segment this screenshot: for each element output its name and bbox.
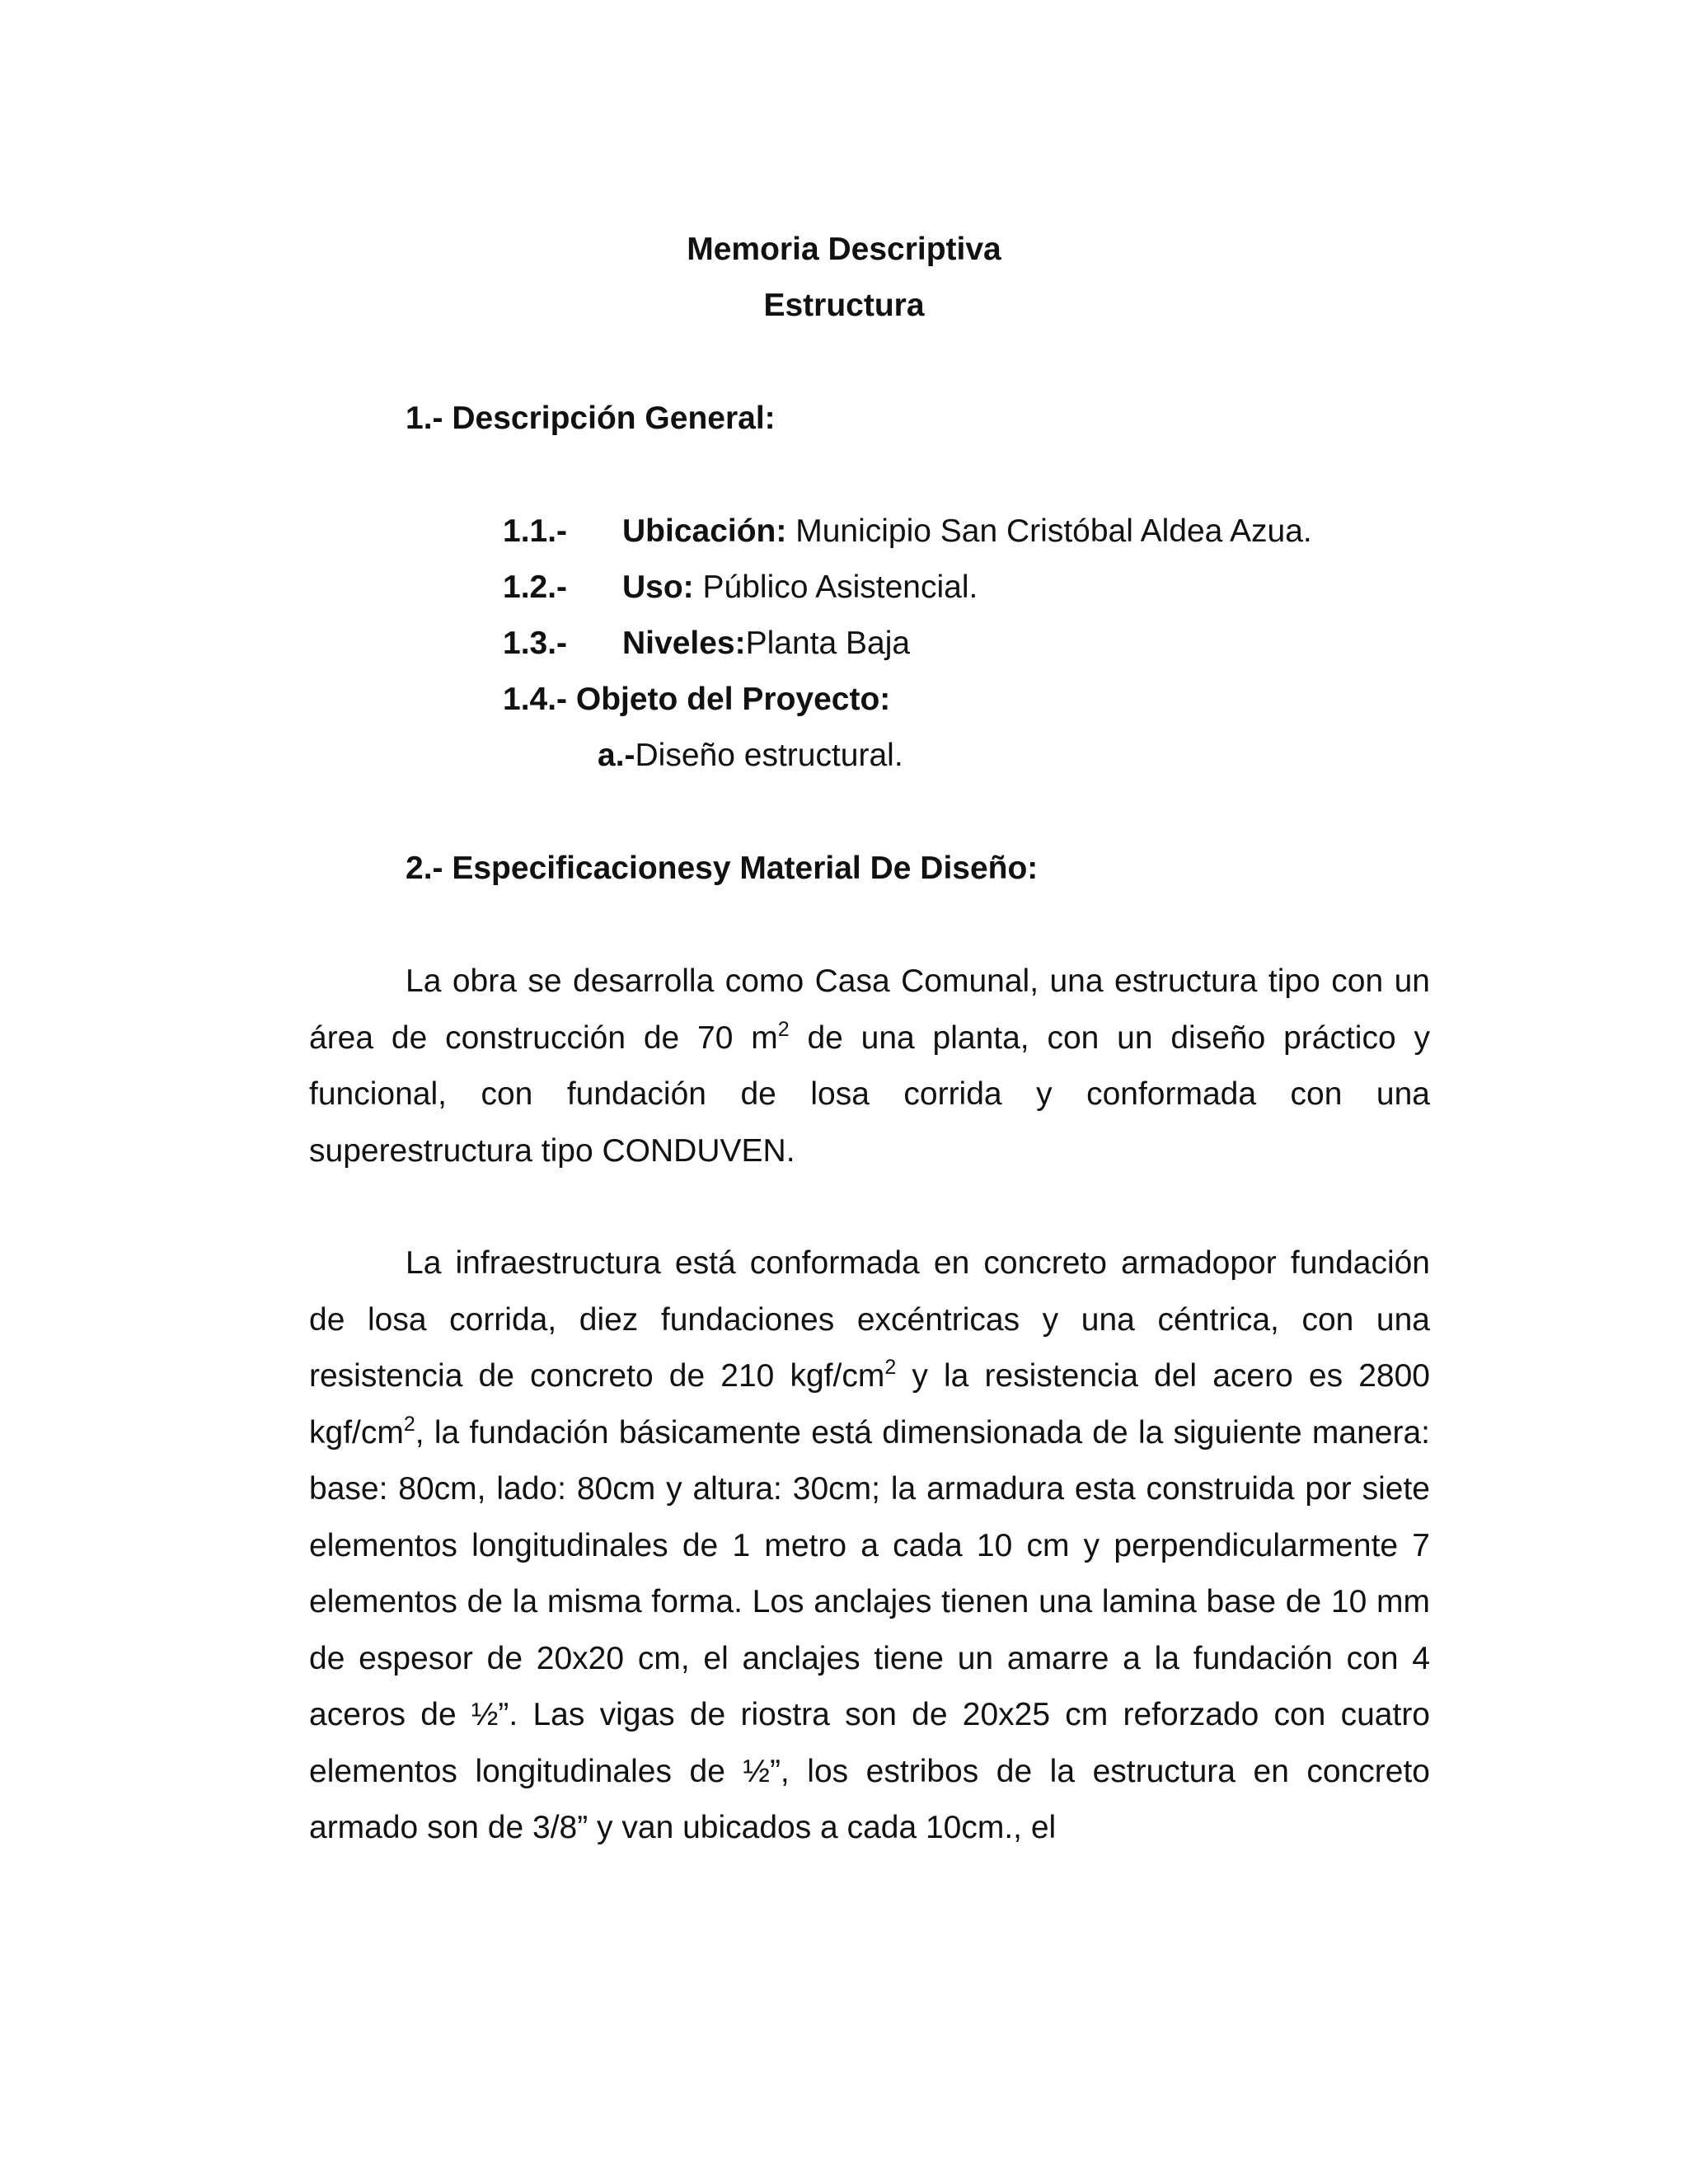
paragraph-text: La infraestructura está conformada en concreto armadopor fundación de losa corrida, diez fundaciones excéntricas y una céntrica, con una resistencia de concreto de 210 kgf/cm (309, 1245, 1430, 1394)
item-uso (503, 560, 978, 616)
item-number: 1.2.- (503, 569, 568, 605)
subitem-label: a.- (598, 738, 635, 773)
objeto-heading: 1.4.- Objeto del Proyecto: (503, 682, 891, 717)
item-objeto-heading (503, 672, 890, 728)
paragraph-casa-comunal (309, 954, 1430, 1179)
section-2-heading: 2.- Especificacionesy Material De Diseño: (406, 851, 1039, 886)
item-value: Planta Baja (745, 626, 911, 661)
item-number: 1.3.- (503, 626, 568, 661)
item-ubicacion (503, 504, 1312, 560)
section-1-heading: 1.- Descripción General: (406, 401, 776, 436)
paragraph-text: , la fundación básicamente está dimensionada de la siguiente manera: base: 80cm, lado: 80cm y altura: 30cm; la armadura esta construida por siete elementos longitudinales de 1 metro a cada 10 cm y perpendicularmente 7 elementos de la misma forma. Los anclajes tienen una lamina base de 10 mm de espesor de 20x20 cm, el anclajes tiene un amarre a la fundación con 4 aceros de ½”. Las vigas de riostra son de 20x25 cm reforzado con cuatro elementos longitudinales de ½”, los estribos de la estructura en concreto armado son de 3/8” y van ubicados a cada 10cm., el (309, 1414, 1430, 1845)
item-value: Público Asistencial. (693, 569, 978, 605)
subitem-value: Diseño estructural. (635, 738, 903, 773)
item-label: Niveles: (622, 626, 746, 661)
item-number: 1.1.- (503, 513, 568, 549)
paragraph-text: y la resistencia del acero es 2800 kgf/cm (309, 1358, 1430, 1451)
paragraph-text: de una planta, con un diseño práctico y funcional, con fundación de losa corrida y conformada con una superestructura tipo CONDUVEN. (309, 1019, 1430, 1169)
superscript: 2 (777, 1017, 790, 1041)
document-title: Memoria Descriptiva (687, 232, 1001, 267)
item-label: Ubicación: (622, 513, 787, 549)
objeto-subitem (598, 728, 903, 784)
paragraph-infraestructura (309, 1235, 1430, 1857)
item-value: Municipio San Cristóbal Aldea Azua. (786, 513, 1312, 549)
paragraph-text: La obra se desarrolla como Casa Comunal, una estructura tipo con un área de construcción de 70 m (309, 963, 1430, 1056)
item-label: Uso: (622, 569, 694, 605)
document-subtitle: Estructura (763, 288, 925, 323)
superscript: 2 (403, 1412, 415, 1436)
item-niveles (503, 616, 910, 672)
superscript: 2 (884, 1356, 897, 1379)
